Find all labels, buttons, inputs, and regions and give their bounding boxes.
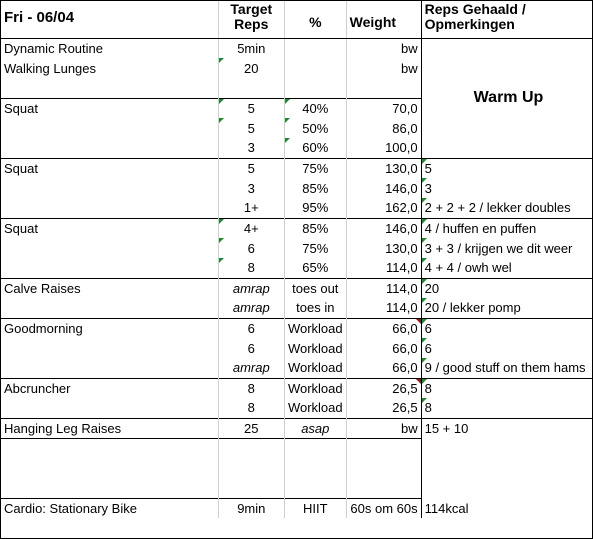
exercise-cell[interactable]: Goodmorning (1, 318, 218, 338)
weight-cell[interactable]: bw (346, 38, 421, 58)
comment-indicator-icon (219, 219, 224, 224)
table-row (1, 178, 592, 198)
target-reps-cell[interactable]: amrap (218, 278, 284, 298)
error-indicator-icon (416, 319, 421, 324)
header-weight[interactable] (346, 1, 421, 38)
comment-indicator-icon (422, 298, 427, 303)
exercise-cell[interactable]: Squat (1, 158, 218, 178)
exercise-cell[interactable] (1, 358, 218, 378)
target-reps-cell[interactable]: 6 (218, 338, 284, 358)
pct-cell[interactable]: Workload (284, 318, 346, 338)
comment-indicator-icon (219, 118, 224, 123)
header-row (1, 1, 592, 38)
weight-cell[interactable] (346, 458, 421, 478)
target-reps-cell[interactable]: 5 (218, 118, 284, 138)
pct-cell[interactable] (284, 58, 346, 78)
exercise-cell[interactable] (1, 338, 218, 358)
comment-indicator-icon (422, 379, 427, 384)
error-indicator-icon (416, 379, 421, 384)
comment-indicator-icon (219, 258, 224, 263)
notes-cell[interactable] (421, 38, 592, 58)
header-pct[interactable] (284, 1, 346, 38)
pct-cell[interactable]: Workload (284, 378, 346, 398)
table-row (1, 238, 592, 258)
weight-cell[interactable]: 100,0 (346, 138, 421, 158)
comment-indicator-icon (422, 238, 427, 243)
pct-cell[interactable]: Workload (284, 358, 346, 378)
pct-cell[interactable]: asap (284, 418, 346, 438)
table-row (1, 438, 592, 458)
pct-cell[interactable]: 85% (284, 178, 346, 198)
comment-indicator-icon (422, 338, 427, 343)
weight-cell[interactable]: 146,0 (346, 218, 421, 238)
comment-indicator-icon (422, 358, 427, 363)
pct-cell[interactable] (284, 438, 346, 458)
weight-cell[interactable] (346, 478, 421, 498)
comment-indicator-icon (219, 238, 224, 243)
comment-indicator-icon (422, 279, 427, 284)
comment-indicator-icon (285, 99, 290, 104)
pct-cell[interactable] (284, 458, 346, 478)
exercise-cell[interactable] (1, 298, 218, 318)
header-notes[interactable] (421, 1, 592, 38)
comment-indicator-icon (422, 178, 427, 183)
exercise-cell[interactable]: Squat (1, 218, 218, 238)
target-reps-cell[interactable]: 5min (218, 38, 284, 58)
comment-indicator-icon (422, 159, 427, 164)
table-row (1, 198, 592, 218)
pct-cell[interactable]: Workload (284, 338, 346, 358)
target-reps-cell[interactable]: 3 (218, 138, 284, 158)
comment-indicator-icon (219, 58, 224, 63)
pct-cell[interactable]: 50% (284, 118, 346, 138)
target-reps-cell[interactable]: 8 (218, 378, 284, 398)
pct-cell[interactable]: 75% (284, 238, 346, 258)
weight-cell[interactable]: 162,0 (346, 198, 421, 218)
target-reps-cell[interactable]: 5 (218, 158, 284, 178)
table-row (1, 218, 592, 238)
notes-cell[interactable] (421, 138, 592, 158)
target-reps-cell[interactable]: 3 (218, 178, 284, 198)
comment-indicator-icon (285, 138, 290, 143)
pct-cell[interactable]: toes out (284, 278, 346, 298)
table-row (1, 378, 592, 398)
notes-cell[interactable]: 6 (421, 338, 592, 358)
pct-cell[interactable]: HIIT (284, 498, 346, 518)
table-row (1, 458, 592, 478)
target-reps-cell[interactable]: 8 (218, 398, 284, 418)
pct-cell[interactable]: 75% (284, 158, 346, 178)
table-row (1, 358, 592, 378)
notes-cell[interactable]: 4 / huffen en puffen (421, 218, 592, 238)
table-row (1, 498, 592, 518)
pct-cell[interactable]: 60% (284, 138, 346, 158)
table-row (1, 418, 592, 438)
weight-label: Weight (349, 14, 397, 30)
pct-cell[interactable] (284, 78, 346, 98)
target-reps-cell[interactable]: 6 (218, 238, 284, 258)
target-reps-cell[interactable]: amrap (218, 358, 284, 378)
notes-cell[interactable]: 20 (421, 278, 592, 298)
pct-cell[interactable]: 85% (284, 218, 346, 238)
weight-cell[interactable]: 70,0 (346, 98, 421, 118)
pct-label: % (309, 14, 322, 30)
exercise-cell[interactable] (1, 138, 218, 158)
target-reps-label: Target Reps (230, 1, 273, 32)
table-row (1, 58, 592, 78)
target-reps-cell[interactable]: 5 (218, 98, 284, 118)
exercise-cell[interactable]: Abcruncher (1, 378, 218, 398)
notes-cell[interactable]: 15 + 10 (421, 418, 592, 438)
exercise-cell[interactable] (1, 178, 218, 198)
weight-cell[interactable]: 66,0 (346, 358, 421, 378)
notes-cell[interactable]: 2 + 2 + 2 / lekker doubles (421, 198, 592, 218)
weight-cell[interactable]: 114,0 (346, 298, 421, 318)
notes-cell[interactable] (421, 118, 592, 138)
comment-indicator-icon (219, 99, 224, 104)
exercise-cell[interactable] (1, 78, 218, 98)
table-row (1, 158, 592, 178)
comment-indicator-icon (422, 198, 427, 203)
target-reps-cell[interactable]: amrap (218, 298, 284, 318)
comment-indicator-icon (285, 118, 290, 123)
exercise-cell[interactable]: Calve Raises (1, 278, 218, 298)
exercise-cell[interactable] (1, 438, 218, 458)
target-reps-cell[interactable] (218, 478, 284, 498)
workout-table (1, 1, 592, 518)
table-row (1, 258, 592, 278)
exercise-cell[interactable]: Dynamic Routine (4, 40, 103, 56)
table-row (1, 338, 592, 358)
header-target-reps[interactable] (218, 1, 284, 38)
exercise-cell[interactable] (1, 118, 218, 138)
target-reps-cell[interactable]: 1+ (218, 198, 284, 218)
pct-cell[interactable]: 65% (284, 258, 346, 278)
notes-cell[interactable]: 114kcal (424, 500, 469, 516)
table-row (1, 478, 592, 498)
table-row (1, 398, 592, 418)
table-row (1, 318, 592, 338)
weight-cell[interactable]: 66,0 (346, 338, 421, 358)
pct-cell[interactable]: 40% (284, 98, 346, 118)
exercise-cell[interactable] (1, 458, 218, 478)
warm-up-label: Warm Up (473, 89, 544, 106)
table-row (1, 298, 592, 318)
notes-cell[interactable] (421, 478, 592, 498)
notes-cell[interactable]: 8 (421, 378, 592, 398)
weight-cell[interactable]: 26,5 (346, 398, 421, 418)
table-row (1, 118, 592, 138)
target-reps-cell[interactable]: 6 (218, 318, 284, 338)
notes-cell[interactable]: 8 (421, 398, 592, 418)
exercise-cell[interactable]: Hanging Leg Raises (1, 418, 218, 438)
notes-cell[interactable]: 3 (421, 178, 592, 198)
target-reps-cell[interactable] (218, 438, 284, 458)
target-reps-cell[interactable]: 8 (218, 258, 284, 278)
sheet-title[interactable]: Fri - 06/04 (1, 1, 218, 38)
exercise-cell[interactable] (1, 238, 218, 258)
weight-cell[interactable] (346, 78, 421, 98)
comment-indicator-icon (422, 398, 427, 403)
notes-cell[interactable]: 3 + 3 / krijgen we dit weer (421, 238, 592, 258)
notes-cell[interactable]: 6 (421, 318, 592, 338)
table-row (1, 38, 592, 58)
target-reps-cell[interactable] (218, 78, 284, 98)
exercise-cell[interactable] (1, 198, 218, 218)
weight-cell[interactable]: 26,5 (346, 378, 421, 398)
exercise-cell[interactable]: Cardio: Stationary Bike (1, 498, 218, 518)
pct-cell[interactable]: 95% (284, 198, 346, 218)
notes-label: Reps Gehaald / Opmerkingen (424, 1, 526, 32)
exercise-cell[interactable] (1, 258, 218, 278)
pct-cell[interactable] (284, 478, 346, 498)
notes-cell[interactable] (421, 458, 592, 478)
weight-cell[interactable]: 86,0 (346, 118, 421, 138)
pct-cell[interactable] (284, 38, 346, 58)
exercise-cell[interactable]: Squat (1, 98, 218, 118)
comment-indicator-icon (422, 319, 427, 324)
target-reps-cell[interactable]: 4+ (218, 218, 284, 238)
notes-cell[interactable]: 5 (421, 158, 592, 178)
weight-cell[interactable]: 60s om 60s (346, 498, 421, 518)
weight-cell[interactable]: 114,0 (346, 278, 421, 298)
weight-cell[interactable] (346, 438, 421, 458)
notes-cell[interactable]: 4 + 4 / owh wel (421, 258, 592, 278)
notes-cell[interactable] (421, 58, 592, 78)
notes-cell[interactable]: 20 / lekker pomp (421, 298, 592, 318)
table-row (1, 278, 592, 298)
weight-cell[interactable]: 114,0 (346, 258, 421, 278)
comment-indicator-icon (422, 258, 427, 263)
pct-cell[interactable]: Workload (284, 398, 346, 418)
target-reps-cell[interactable]: 25 (218, 418, 284, 438)
exercise-cell[interactable]: Walking Lunges (4, 60, 97, 76)
weight-cell[interactable]: 130,0 (346, 238, 421, 258)
target-reps-cell[interactable] (218, 458, 284, 478)
weight-cell[interactable]: 66,0 (346, 318, 421, 338)
target-reps-cell[interactable]: 20 (218, 58, 284, 78)
weight-cell[interactable]: bw (346, 418, 421, 438)
comment-indicator-icon (422, 219, 427, 224)
weight-cell[interactable]: 146,0 (346, 178, 421, 198)
weight-cell[interactable]: 130,0 (346, 158, 421, 178)
notes-cell[interactable]: 9 / good stuff on them hams (421, 358, 592, 378)
pct-cell[interactable]: toes in (284, 298, 346, 318)
weight-cell[interactable]: bw (346, 58, 421, 78)
exercise-cell[interactable] (1, 398, 218, 418)
target-reps-cell[interactable]: 9min (218, 498, 284, 518)
table-row (1, 138, 592, 158)
exercise-cell[interactable] (1, 478, 218, 498)
notes-cell[interactable] (421, 438, 592, 458)
